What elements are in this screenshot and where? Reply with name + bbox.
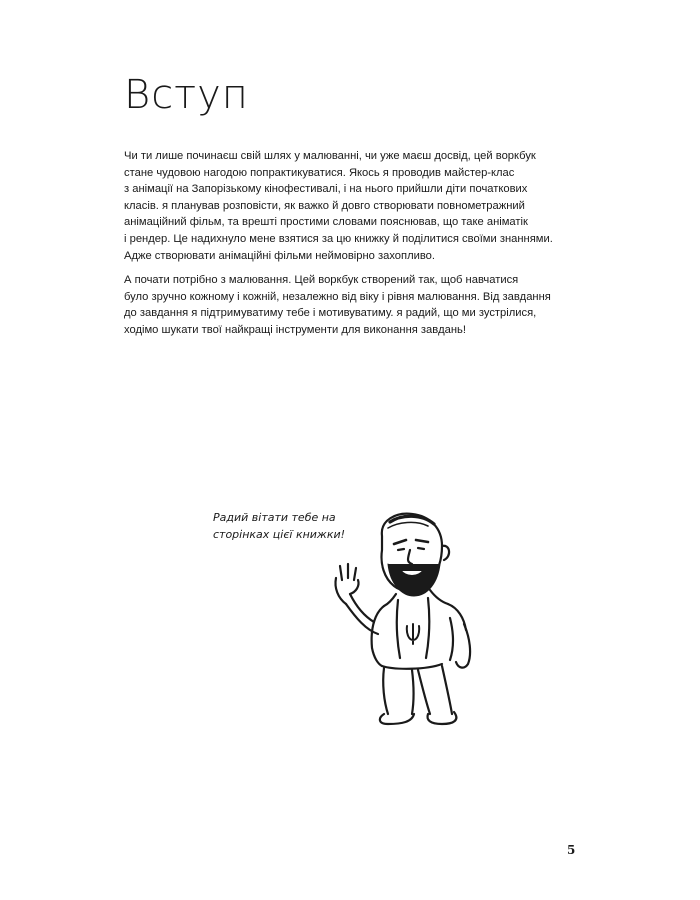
- text-line: класів. я планував розповісти, як важко й довго створювати повнометражний: [124, 199, 525, 212]
- page-title: Вступ: [124, 72, 249, 118]
- intro-text: [124, 148, 584, 347]
- speech-line: Радий вітати тебе на: [213, 511, 336, 524]
- text-line: стане чудовою нагодою попрактикуватися. Якось я проводив майстер-клас: [124, 166, 515, 179]
- author-cartoon-illustration: [318, 508, 488, 730]
- page-number: 5: [567, 843, 576, 857]
- paragraph-1: [124, 148, 584, 264]
- text-line: анімаційний фільм, та врешті простими словами пояснював, що таке аніматік: [124, 216, 528, 229]
- text-line: А почати потрібно з малювання. Цей воркбук створений так, щоб навчатися: [124, 274, 519, 287]
- text-line: Адже створювати анімаційні фільми неймовірно захопливо.: [124, 249, 436, 262]
- text-line: Чи ти лише починаєш свій шлях у малюванні, чи уже маєш досвід, цей воркбук: [124, 150, 536, 162]
- text-line: до завдання я підтримуватиму тебе і мотивуватиму. я радий, що ми зустрілися,: [124, 307, 537, 320]
- text-line: ходімо шукати твої найкращі інструменти для виконання завдань!: [124, 323, 466, 336]
- text-line: було зручно кожному і кожній, незалежно від віку і рівня малювання. Від завдання: [124, 290, 551, 303]
- text-line: і рендер. Це надихнуло мене взятися за цю книжку й поділитися своїми знаннями.: [124, 232, 553, 245]
- paragraph-2: [124, 272, 584, 338]
- text-line: з анімації на Запорізькому кінофестивалі, і на нього прийшли діти початкових: [124, 183, 528, 196]
- speech-line: сторінках цієї книжки!: [213, 528, 346, 541]
